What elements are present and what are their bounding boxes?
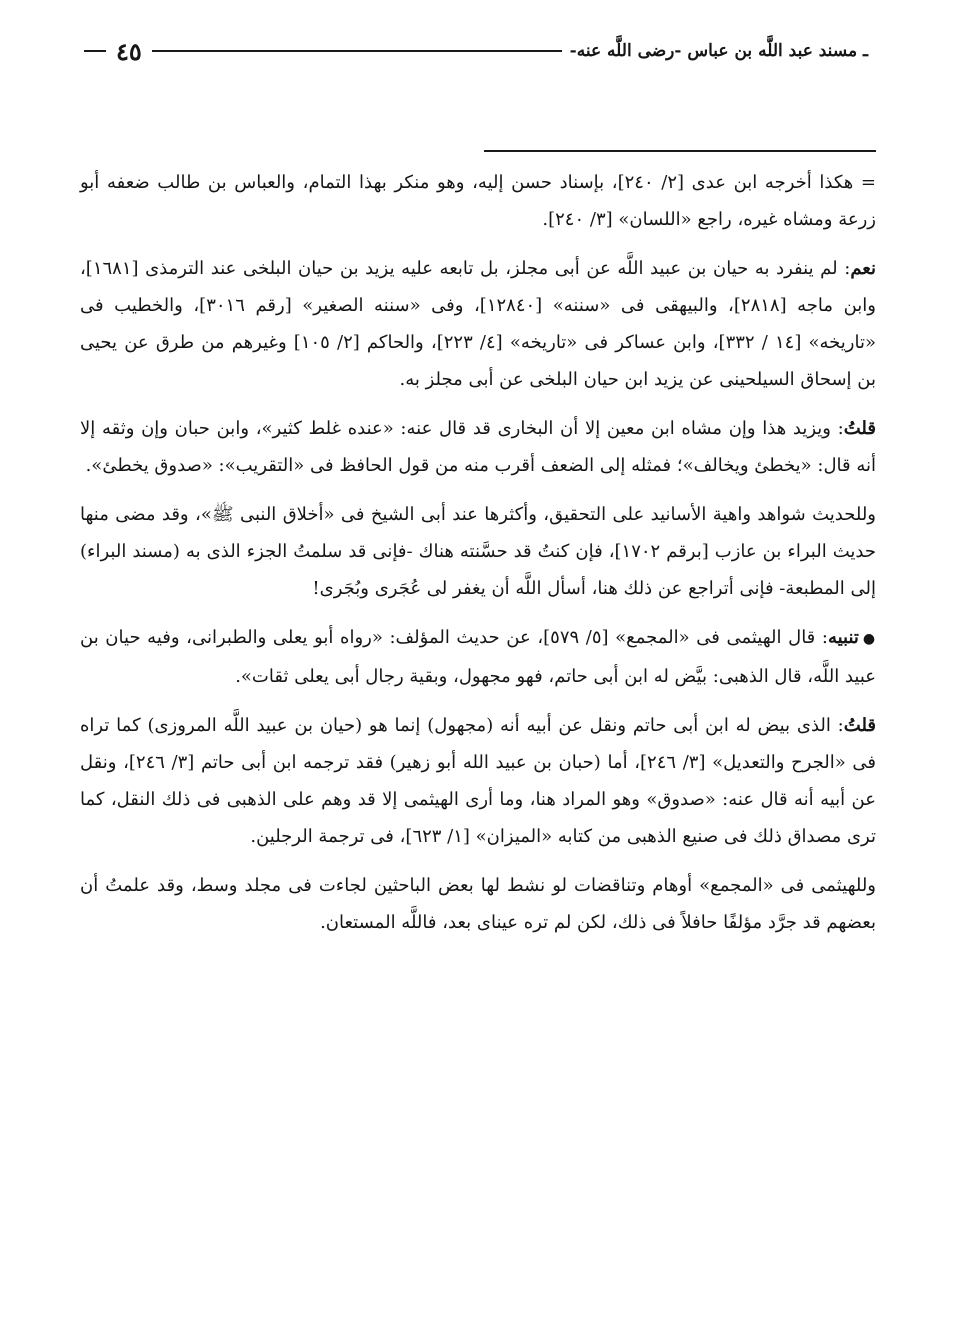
paragraph-5 bbox=[80, 619, 876, 695]
paragraph-lead: قلتُ bbox=[843, 715, 877, 736]
paragraph-text: : الذى بيض له ابن أبى حاتم ونقل عن أبيه أنه (مجهول) إنما هو (حيان بن عبيد اللَّه المروزى) كما تراه فى «الجرح والتعديل» [٣/ ٢٤٦]، أما (حبان بن عبيد الله أبو زهير) فقد ترجمه ابن أبى حاتم [٣/ ٢٤٦]، ونقل عن أبيه أنه قال عنه: «صدوق» وهو المراد هنا، وما أرى الهيثمى إلا قد وهم على الذهبى فى ذلك النقل، كما ترى مصداق ذلك فى صنيع الذهبى من كتابه «الميزان» [١/ ٦٢٣]، فى ترجمة الرجلين. bbox=[80, 715, 877, 847]
paragraph-7 bbox=[80, 867, 876, 941]
paragraph-lead: نعم bbox=[850, 258, 876, 279]
book-title: ـ مسند عبد اللَّه بن عباس -رضى اللَّه عنه- bbox=[569, 41, 868, 61]
paragraph-text: وللهيثمى فى «المجمع» أوهام وتناقضات لو نشط لها بعض الباحثين لجاءت فى مجلد وسط، وقد علمتُ أن بعضهم قد جرَّد مؤلفًا حافلاً فى ذلك، لكن لم تره عيناى بعد، فاللَّه المستعان. bbox=[80, 875, 876, 933]
paragraph-text: وللحديث شواهد واهية الأسانيد على التحقيق، وأكثرها عند أبى الشيخ فى «أخلاق النبى ﷺ»، وقد مضى منها حديث البراء بن عازب [برقم ١٧٠٢]، فإن كنتُ قد حسَّنته هناك -فإنى قد سلمتُ الجزء الذى به (مسند البراء) إلى المطبعة- فإنى أتراجع عن ذلك هنا، أسأل اللَّه أن يغفر لى عُجَرى وبُجَرى! bbox=[80, 504, 876, 599]
paragraph-1 bbox=[80, 164, 876, 238]
paragraph-lead: تنبيه bbox=[827, 627, 859, 648]
footnote-rule bbox=[484, 150, 876, 152]
paragraph-6 bbox=[80, 707, 876, 855]
header-rule-middle bbox=[152, 50, 562, 52]
paragraph-text: : لم ينفرد به حيان بن عبيد اللَّه عن أبى مجلز، بل تابعه عليه يزيد بن حيان البلخى عند الترمذى [١٦٨١]، وابن ماجه [٢٨١٨]، والبيهقى فى «سننه» [١٢٨٤٠]، وفى «سننه الصغير» [رقم ٣٠١٦]، والخطيب فى «تاريخه» [١٤ / ٣٣٢]، وابن عساكر فى «تاريخه» [٤/ ٢٢٣]، والحاكم [٢/ ١٠٥] وغيرهم من طرق عن يحيى بن إسحاق السيلحينى عن يزيد ابن حيان البلخى عن أبى مجلز به. bbox=[80, 258, 877, 390]
paragraph-4 bbox=[80, 496, 876, 607]
paragraph-text: : ويزيد هذا وإن مشاه ابن معين إلا أن البخارى قد قال عنه: «عنده غلط كثير»، وابن حبان وإن وثقه إلا أنه قال: «يخطئ ويخالف»؛ فمثله إلى الضعف أقرب منه من قول الحافظ فى «التقريب»: «صدوق يخطئ». bbox=[80, 418, 876, 476]
paragraph-2 bbox=[80, 250, 876, 398]
paragraph-3 bbox=[80, 410, 876, 484]
bullet-icon: ● bbox=[862, 631, 876, 647]
paragraph-lead: قلتُ bbox=[843, 418, 876, 439]
page-header bbox=[84, 34, 876, 68]
page-number: ٤٥ bbox=[116, 36, 142, 66]
header-rule-left bbox=[84, 50, 106, 52]
paragraph-text: : قال الهيثمى فى «المجمع» [٥/ ٥٧٩]، عن حديث المؤلف: «رواه أبو يعلى والطبرانى، وفيه حيان بن عبيد اللَّه، قال الذهبى: بيَّض له ابن أبى حاتم، فهو مجهول، وبقية رجال أبى يعلى ثقات». bbox=[80, 627, 876, 687]
paragraph-text: = هكذا أخرجه ابن عدى [٢/ ٢٤٠]، بإسناد حسن إليه، وهو منكر بهذا التمام، والعباس بن طالب ضعفه أبو زرعة ومشاه غيره، راجع «اللسان» [٣/ ٢٤٠]. bbox=[80, 172, 876, 230]
footnote-body bbox=[80, 164, 876, 953]
